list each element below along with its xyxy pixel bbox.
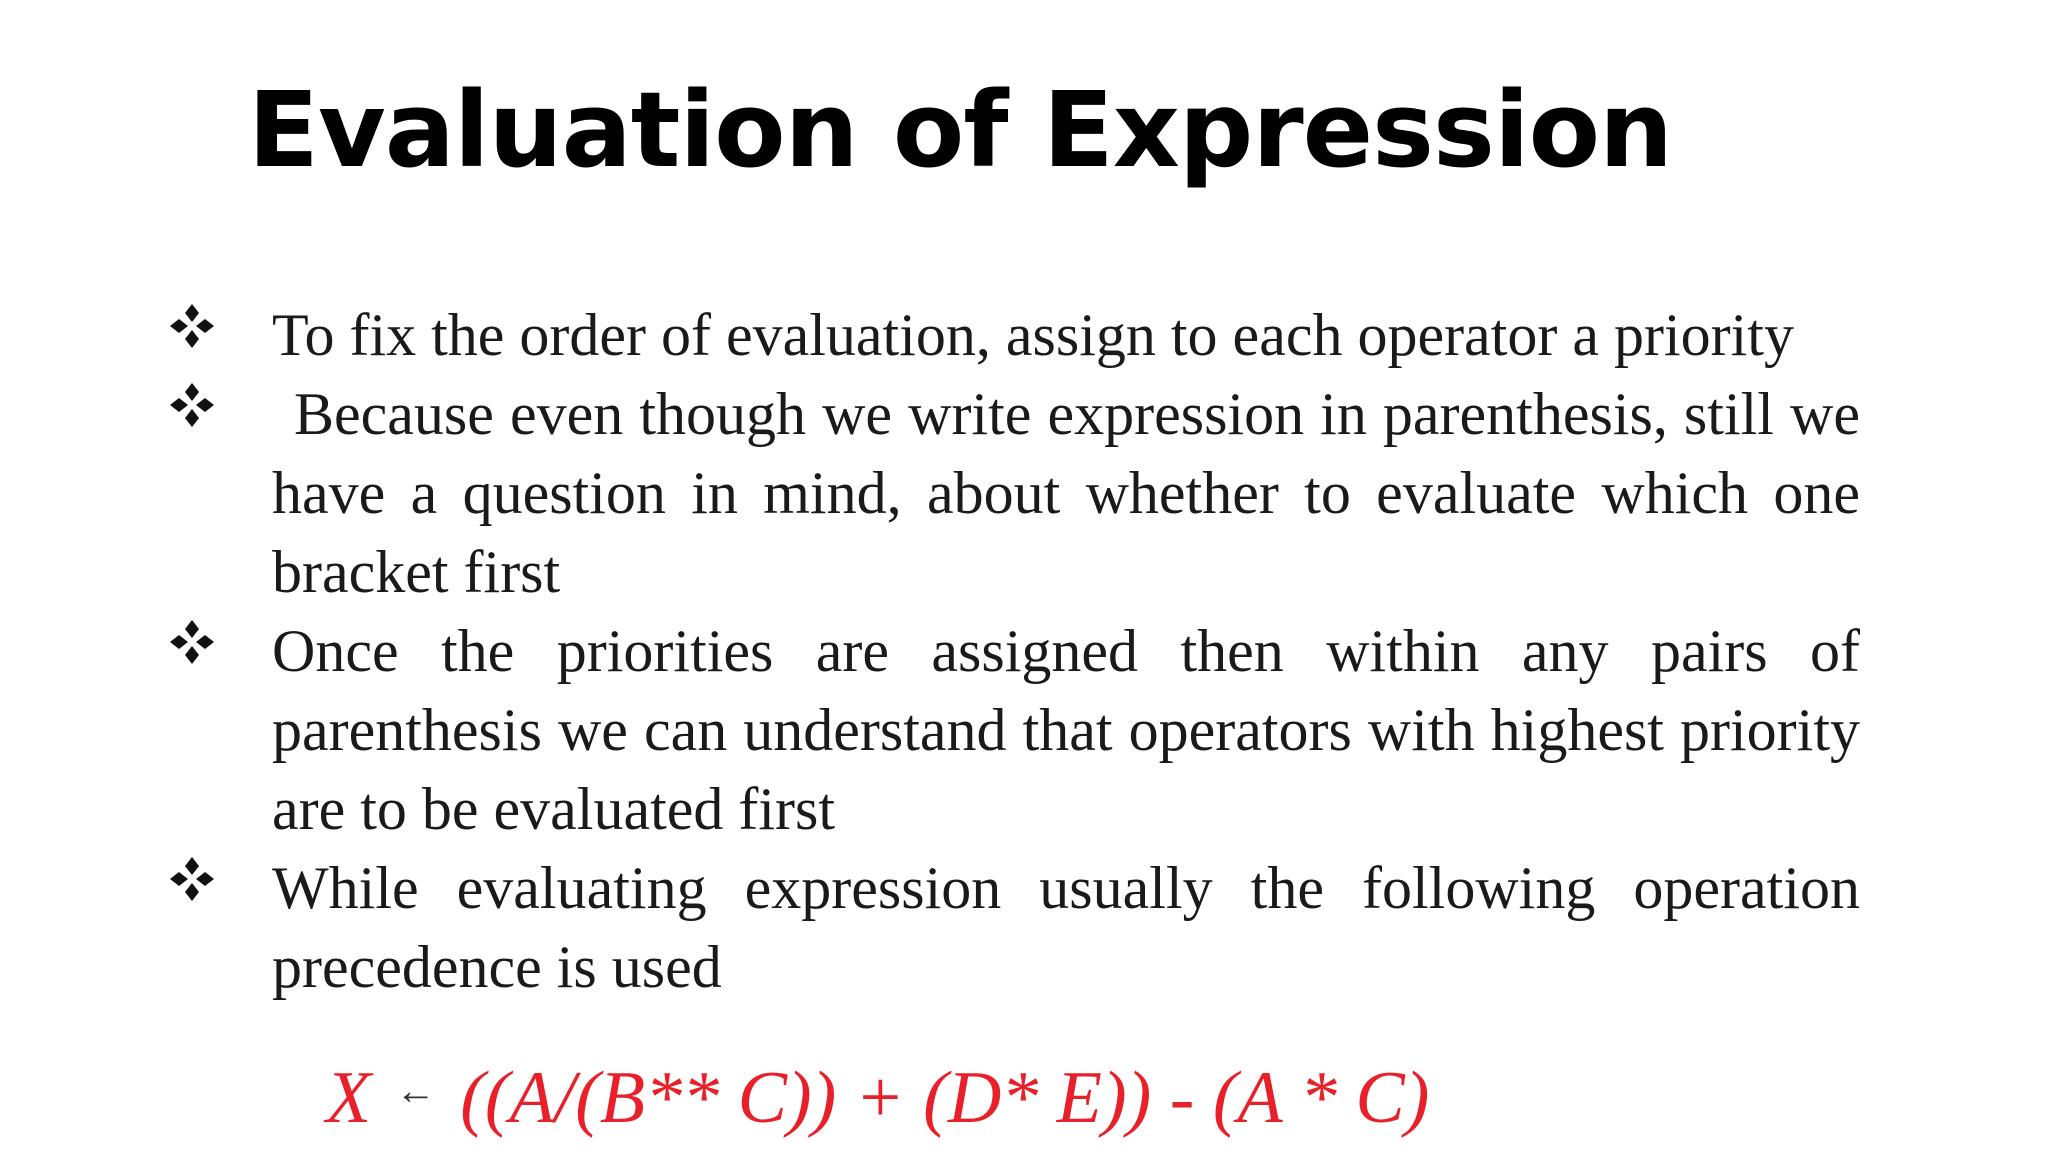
bullet-text: To fix the order of evaluation, assign to each operator a priority: [272, 302, 1794, 368]
diamond-bullet-icon: [168, 302, 216, 350]
diamond-bullet-icon: [168, 855, 216, 903]
bullet-text: Once the priorities are assigned then within any pairs of parenthesis we can understand that operators with highest priority are to be evaluated first: [272, 618, 1860, 842]
formula-rhs: ((A/(B** C)) + (D* E)) - (A * C): [460, 1057, 1430, 1139]
diamond-bullet-icon: [168, 381, 216, 429]
bullet-list: [160, 296, 1860, 1007]
bullet-text: While evaluating expression usually the following operation precedence is used: [272, 855, 1860, 1000]
formula: [326, 1046, 1429, 1143]
bullet-item: [160, 296, 1860, 375]
bullet-text: Because even though we write expression in parenthesis, still we have a question in mind, about whether to evaluate which one bracket first: [272, 381, 1860, 605]
bullet-item: [160, 375, 1860, 612]
bullet-item: [160, 849, 1860, 1007]
formula-lhs: X: [326, 1057, 372, 1139]
bullet-item: [160, 612, 1860, 849]
slide-title: Evaluation of Expression: [247, 68, 1673, 191]
diamond-bullet-icon: [168, 618, 216, 666]
assign-arrow-icon: ←: [395, 1068, 436, 1113]
